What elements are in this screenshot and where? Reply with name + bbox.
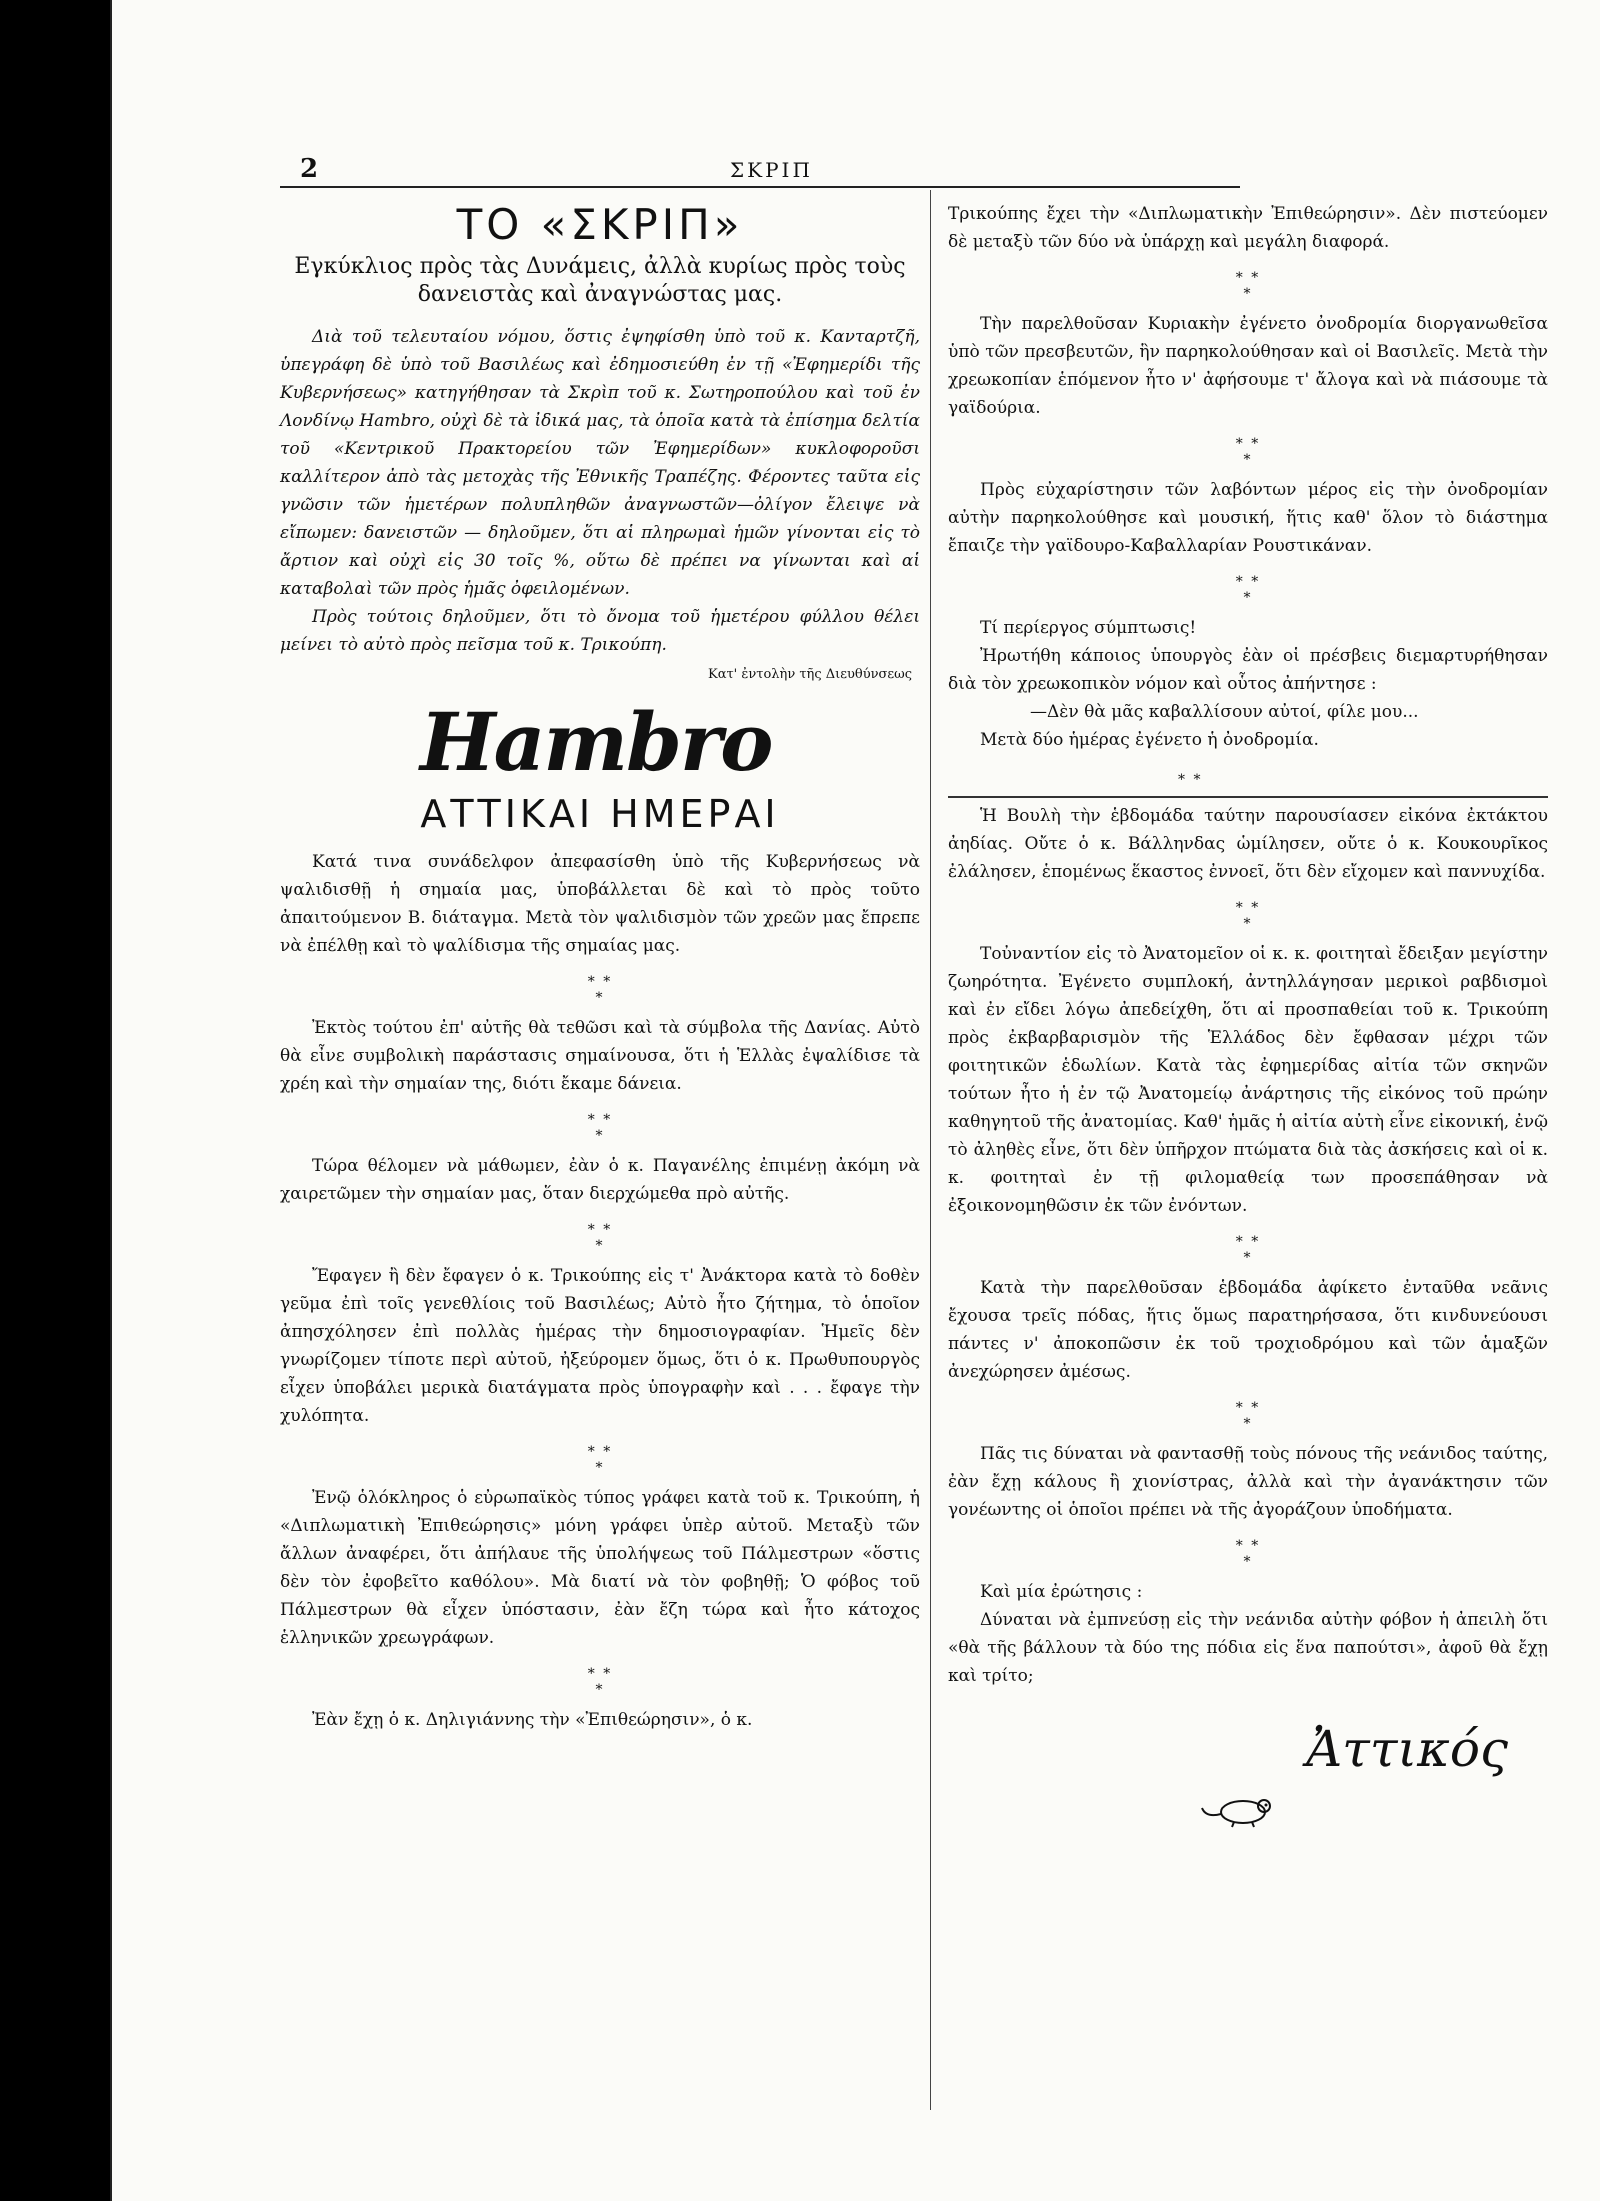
asterism: * * * bbox=[1235, 1400, 1261, 1432]
paragraph: Πᾶς τις δύναται νὰ φαντασθῇ τοὺς πόνους τῆς νεάνιδος ταύτης, ἐὰν ἔχῃ κάλους ἢ χιονίστρας, ἀλλὰ καὶ τὴν ἀγανάκτησιν τῶν γονέωντης οἱ ὁποῖοι πρέπει νὰ τῆς ἀγοράζουν ὑποδήματα. bbox=[948, 1444, 1548, 1520]
asterism: * * * bbox=[587, 1222, 613, 1254]
directive-note: Κατ' ἐντολὴν τῆς Διευθύνσεως bbox=[708, 667, 912, 682]
asterism: * * * bbox=[1235, 1234, 1261, 1266]
scan-border bbox=[0, 0, 110, 2201]
separator-rule bbox=[948, 796, 1548, 798]
asterism: * * * bbox=[1235, 270, 1261, 302]
paragraph: Ἔφαγεν ἢ δὲν ἔφαγεν ὁ κ. Τρικούπης εἰς τ' Ἀνάκτορα κατὰ τὸ δοθὲν γεῦμα ἐπὶ τοῖς γενεθλίοις τοῦ Βασιλέως; Αὐτὸ ἦτο ζήτημα, τὸ ὁποῖον ἀπησχόλησεν ἐπὶ πολλὰς ἡμέρας τὴν δημοσιογραφίαν. Ἡμεῖς δὲν γνωρίζομεν τίποτε περὶ αὐτοῦ, ἠξεύρομεν ὅμως, ὅτι ὁ κ. Πρωθυπουργὸς εἶχεν ὑποβάλει μερικὰ διατάγματα πρὸς ὑπογραφὴν καὶ . . . ἔφαγε τὴν χυλόπητα. bbox=[280, 1266, 920, 1426]
paragraph: Πρὸς τούτοις δηλοῦμεν, ὅτι τὸ ὄνομα τοῦ ἡμετέρου φύλλου θέλει μείνει τὸ αὐτὸ πρὸς πεῖσμα τοῦ κ. Τρικούπη. bbox=[280, 607, 920, 655]
column-divider bbox=[930, 190, 931, 2110]
section-separator bbox=[948, 772, 1548, 794]
asterism: * * * bbox=[587, 1444, 613, 1476]
asterism: * * bbox=[1178, 772, 1203, 788]
asterism: * * * bbox=[587, 1666, 613, 1698]
paragraph: Τώρα θέλομεν νὰ μάθωμεν, ἐὰν ὁ κ. Παγανέλης ἐπιμένῃ ἀκόμη νὰ χαιρετῶμεν τὴν σημαίαν μας, ὅταν διερχώμεθα πρὸ αὐτῆς. bbox=[280, 1156, 920, 1204]
header-rule bbox=[280, 186, 1240, 188]
paragraph: Καὶ μία ἐρώτησις : bbox=[980, 1582, 1143, 1602]
paragraph: Τί περίεργος σύμπτωσις! bbox=[980, 618, 1197, 638]
hambro-signature: Hambro bbox=[420, 695, 772, 789]
article-title: ΤΟ «ΣΚΡΙΠ» bbox=[456, 200, 744, 249]
article-subtitle: Εγκύκλιος πρὸς τὰς Δυνάμεις, ἀλλὰ κυρίως πρὸς τοὺς δανειστὰς καὶ ἀναγνώστας μας. bbox=[294, 254, 906, 307]
dialog-line: —Δὲν θὰ μᾶς καβαλλίσουν αὐτοί, φίλε μου... bbox=[1030, 702, 1419, 722]
paragraph: Τρικούπης ἔχει τὴν «Διπλωματικὴν Ἐπιθεώρησιν». Δὲν πιστεύομεν δὲ μεταξὺ τῶν δύο νὰ ὑπάρχῃ καὶ μεγάλη διαφορά. bbox=[948, 204, 1548, 252]
paragraph: Πρὸς εὐχαρίστησιν τῶν λαβόντων μέρος εἰς τὴν ὀνοδρομίαν αὐτὴν παρηκολούθησε καὶ μουσική, ἥτις καθ' ὅλον τὸ διάστημα ἔπαιζε τὴν γαϊδουρο-Καβαλλαρίαν Ρουστικάναν. bbox=[948, 480, 1548, 556]
right-column bbox=[948, 200, 1548, 1832]
page-number: 2 bbox=[300, 154, 319, 184]
paragraph: Ἡ Βουλὴ τὴν ἑβδομάδα ταύτην παρουσίασεν εἰκόνα ἐκτάκτου ἀηδίας. Οὔτε ὁ κ. Βάλληνδας ὡμίλησεν, οὔτε ὁ κ. Κουκουρῖκος ἐλάλησεν, ἑπομένως ἕκαστος ἐννοεῖ, ὅτι δὲν εἴχομεν καὶ παννυχίδα. bbox=[948, 806, 1548, 882]
paragraph: Ἐὰν ἔχῃ ὁ κ. Δηλιγιάννης τὴν «Ἐπιθεώρησιν», ὁ κ. bbox=[312, 1710, 753, 1730]
paragraph: Τοὐναντίον εἰς τὸ Ἀνατομεῖον οἱ κ. κ. φοιτηταὶ ἔδειξαν μεγίστην ζωηρότητα. Ἐγένετο συμπλοκή, ἀντηλλάγησαν μερικοὶ ραβδισμοὶ καὶ ἐν εἴδει λόγω ἀπεδείχθη, ὅτι αἱ προσπαθείαι τοῦ κ. Τρικούπη πρὸς ἐκβαρβαρισμὸν τῆς Ἑλλάδος δὲν ἔφθασαν μέχρι τῶν φοιτητικῶν ἑδωλίων. Κατὰ τὰς ἐφημερίδας αἰτία τῶν σκηνῶν τούτων ἦτο ἡ ἐν τῷ Ἀνατομείῳ ἀνάρτησις τῆς εἰκόνος τοῦ πρώην καθηγητοῦ τῆς ἀνατομίας. Καθ' ἡμᾶς ἡ αἰτία αὐτὴ εἶνε εἰκονική, ἐνῷ τὸ ἀληθὲς εἶνε, ὅτι δὲν ὑπῆρχον πτώματα διὰ τὰς ἀσκήσεις καὶ οἱ κ. κ. φοιτηταὶ ἐν τῇ φιλομαθείᾳ των προσεπάθησαν νὰ ἐξοικονομηθῶσιν ἐκ τῶν ἐνόντων. bbox=[948, 944, 1548, 1216]
attikos-signature: Ἀττικός bbox=[1306, 1720, 1508, 1778]
paragraph: Κατά τινα συνάδελφον ἀπεφασίσθη ὑπὸ τῆς Κυβερνήσεως νὰ ψαλιδισθῇ ἡ σημαία μας, ὑποβάλλεται δὲ καὶ τὸ πρὸς τοῦτο ἀπαιτούμενον Β. διάταγμα. Μετὰ τὸν ψαλιδισμὸν τῶν χρεῶν μας ἔπρεπε νὰ ἐπέλθῃ καὶ τὸ ψαλίδισμα τῆς σημαίας μας. bbox=[280, 852, 920, 956]
paragraph: Ἐνῷ ὁλόκληρος ὁ εὐρωπαϊκὸς τύπος γράφει κατὰ τοῦ κ. Τρικούπη, ἡ «Διπλωματικὴ Ἐπιθεώρησις» μόνη γράφει ὑπὲρ αὐτοῦ. Μεταξὺ τῶν ἄλλων ἀναφέρει, ὅτι ἀπήλαυε τῆς ὑπολήψεως τοῦ Πάλμεστρων «ὅστις δὲν τὸν ἐφοβεῖτο καθόλου». Μὰ διατί νὰ τὸν φοβηθῇ; Ὁ φόβος τοῦ Πάλμεστρων θὰ εἶχεν ὑπόστασιν, ἐὰν ἔζη τώρα καὶ ἦτο κάτοχος ἑλληνικῶν χρεωγράφων. bbox=[280, 1488, 920, 1648]
paragraph: Τὴν παρελθοῦσαν Κυριακὴν ἐγένετο ὀνοδρομία διοργανωθεῖσα ὑπὸ τῶν πρεσβευτῶν, ἣν παρηκολούθησαν καὶ οἱ Βασιλεῖς. Μετὰ τὴν χρεωκοπίαν ἑπόμενον ἦτο ν' ἀφήσουμε τ' ἄλογα καὶ νὰ πιάσουμε τὰ γαϊδούρια. bbox=[948, 314, 1548, 418]
paragraph: Ἐκτὸς τούτου ἐπ' αὐτῆς θὰ τεθῶσι καὶ τὰ σύμβολα τῆς Δανίας. Αὐτὸ θὰ εἶνε συμβολικὴ παράστασις σημαίνουσα, ὅτι ἡ Ἑλλὰς ἐψαλίδισε τὰ χρέη καὶ τὴν σημαίαν της, διότι ἔκαμε δάνεια. bbox=[280, 1018, 920, 1094]
asterism: * * * bbox=[587, 1112, 613, 1144]
asterism: * * * bbox=[1235, 436, 1261, 468]
asterism: * * * bbox=[587, 974, 613, 1006]
paragraph: Κατὰ τὴν παρελθοῦσαν ἑβδομάδα ἀφίκετο ἐνταῦθα νεᾶνις ἔχουσα τρεῖς πόδας, ἥτις ὅμως παρατηρήσασα, ὅτι κινδυνεύουσι πάντες ν' ἀποκοπῶσιν ἐκ τοῦ τροχιοδρόμου καὶ τῶν ἁμαξῶν ἀνεχώρησεν ἀμέσως. bbox=[948, 1278, 1548, 1382]
mouse-icon bbox=[1198, 1788, 1288, 1828]
paragraph: Ἠρωτήθη κάποιος ὑπουργὸς ἐὰν οἱ πρέσβεις διεμαρτυρήθησαν διὰ τὸν χρεωκοπικὸν νόμον καὶ οὗτος ἀπήντησε : bbox=[948, 646, 1548, 694]
paragraph: Δύναται νὰ ἐμπνεύσῃ εἰς τὴν νεάνιδα αὐτὴν φόβον ἡ ἀπειλὴ ὅτι «θὰ τῆς βάλλουν τὰ δύο της πόδια εἰς ἕνα παπούτσι», ἀφοῦ θὰ ἔχῃ καὶ τρίτο; bbox=[948, 1610, 1548, 1686]
section-title: ΑΤΤΙΚΑΙ ΗΜΕΡΑΙ bbox=[420, 792, 780, 836]
running-title: ΣΚΡΙΠ bbox=[730, 158, 813, 182]
asterism: * * * bbox=[1235, 574, 1261, 606]
asterism: * * * bbox=[1235, 1538, 1261, 1570]
paragraph: Διὰ τοῦ τελευταίου νόμου, ὅστις ἐψηφίσθη ὑπὸ τοῦ κ. Κανταρτζῆ, ὑπεγράφη δὲ ὑπὸ τοῦ Βασιλέως καὶ ἐδημοσιεύθη ἐν τῇ «Ἐφημερίδι τῆς Κυβερνήσεως» κατηγήθησαν τὰ Σκρὶπ τοῦ κ. Σωτηροπούλου καὶ τοῦ ἐν Λονδίνῳ Hambro, οὐχὶ δὲ τὰ ἰδικά μας, τὰ ὁποῖα κατὰ τὰ ἐπίσημα δελτία τοῦ «Κεντρικοῦ Πρακτορείου τῶν Ἐφημερίδων» κυκλοφοροῦσι καλλίτερον ἀπὸ τὰς μετοχὰς τῆς Ἐθνικῆς Τραπέζης. Φέροντες ταῦτα εἰς γνῶσιν τῶν ἡμετέρων πολυπληθῶν ἀναγνωστῶν—ὀλίγον ἔλειψε νὰ εἴπωμεν: δανειστῶν — δηλοῦμεν, ὅτι αἱ πληρωμαὶ ἡμῶν γίνονται εἰς τὸ ἄρτιον καὶ οὐχὶ εἰς 30 τοῖς %, οὕτω δὲ πρέπει να γίνωνται καὶ αἱ καταβολαὶ τῶν πρὸς ἡμᾶς ὀφειλομένων. bbox=[280, 327, 920, 599]
left-column bbox=[280, 200, 920, 1734]
asterism: * * * bbox=[1235, 900, 1261, 932]
paragraph: Μετὰ δύο ἡμέρας ἐγένετο ἡ ὀνοδρομία. bbox=[980, 730, 1319, 750]
